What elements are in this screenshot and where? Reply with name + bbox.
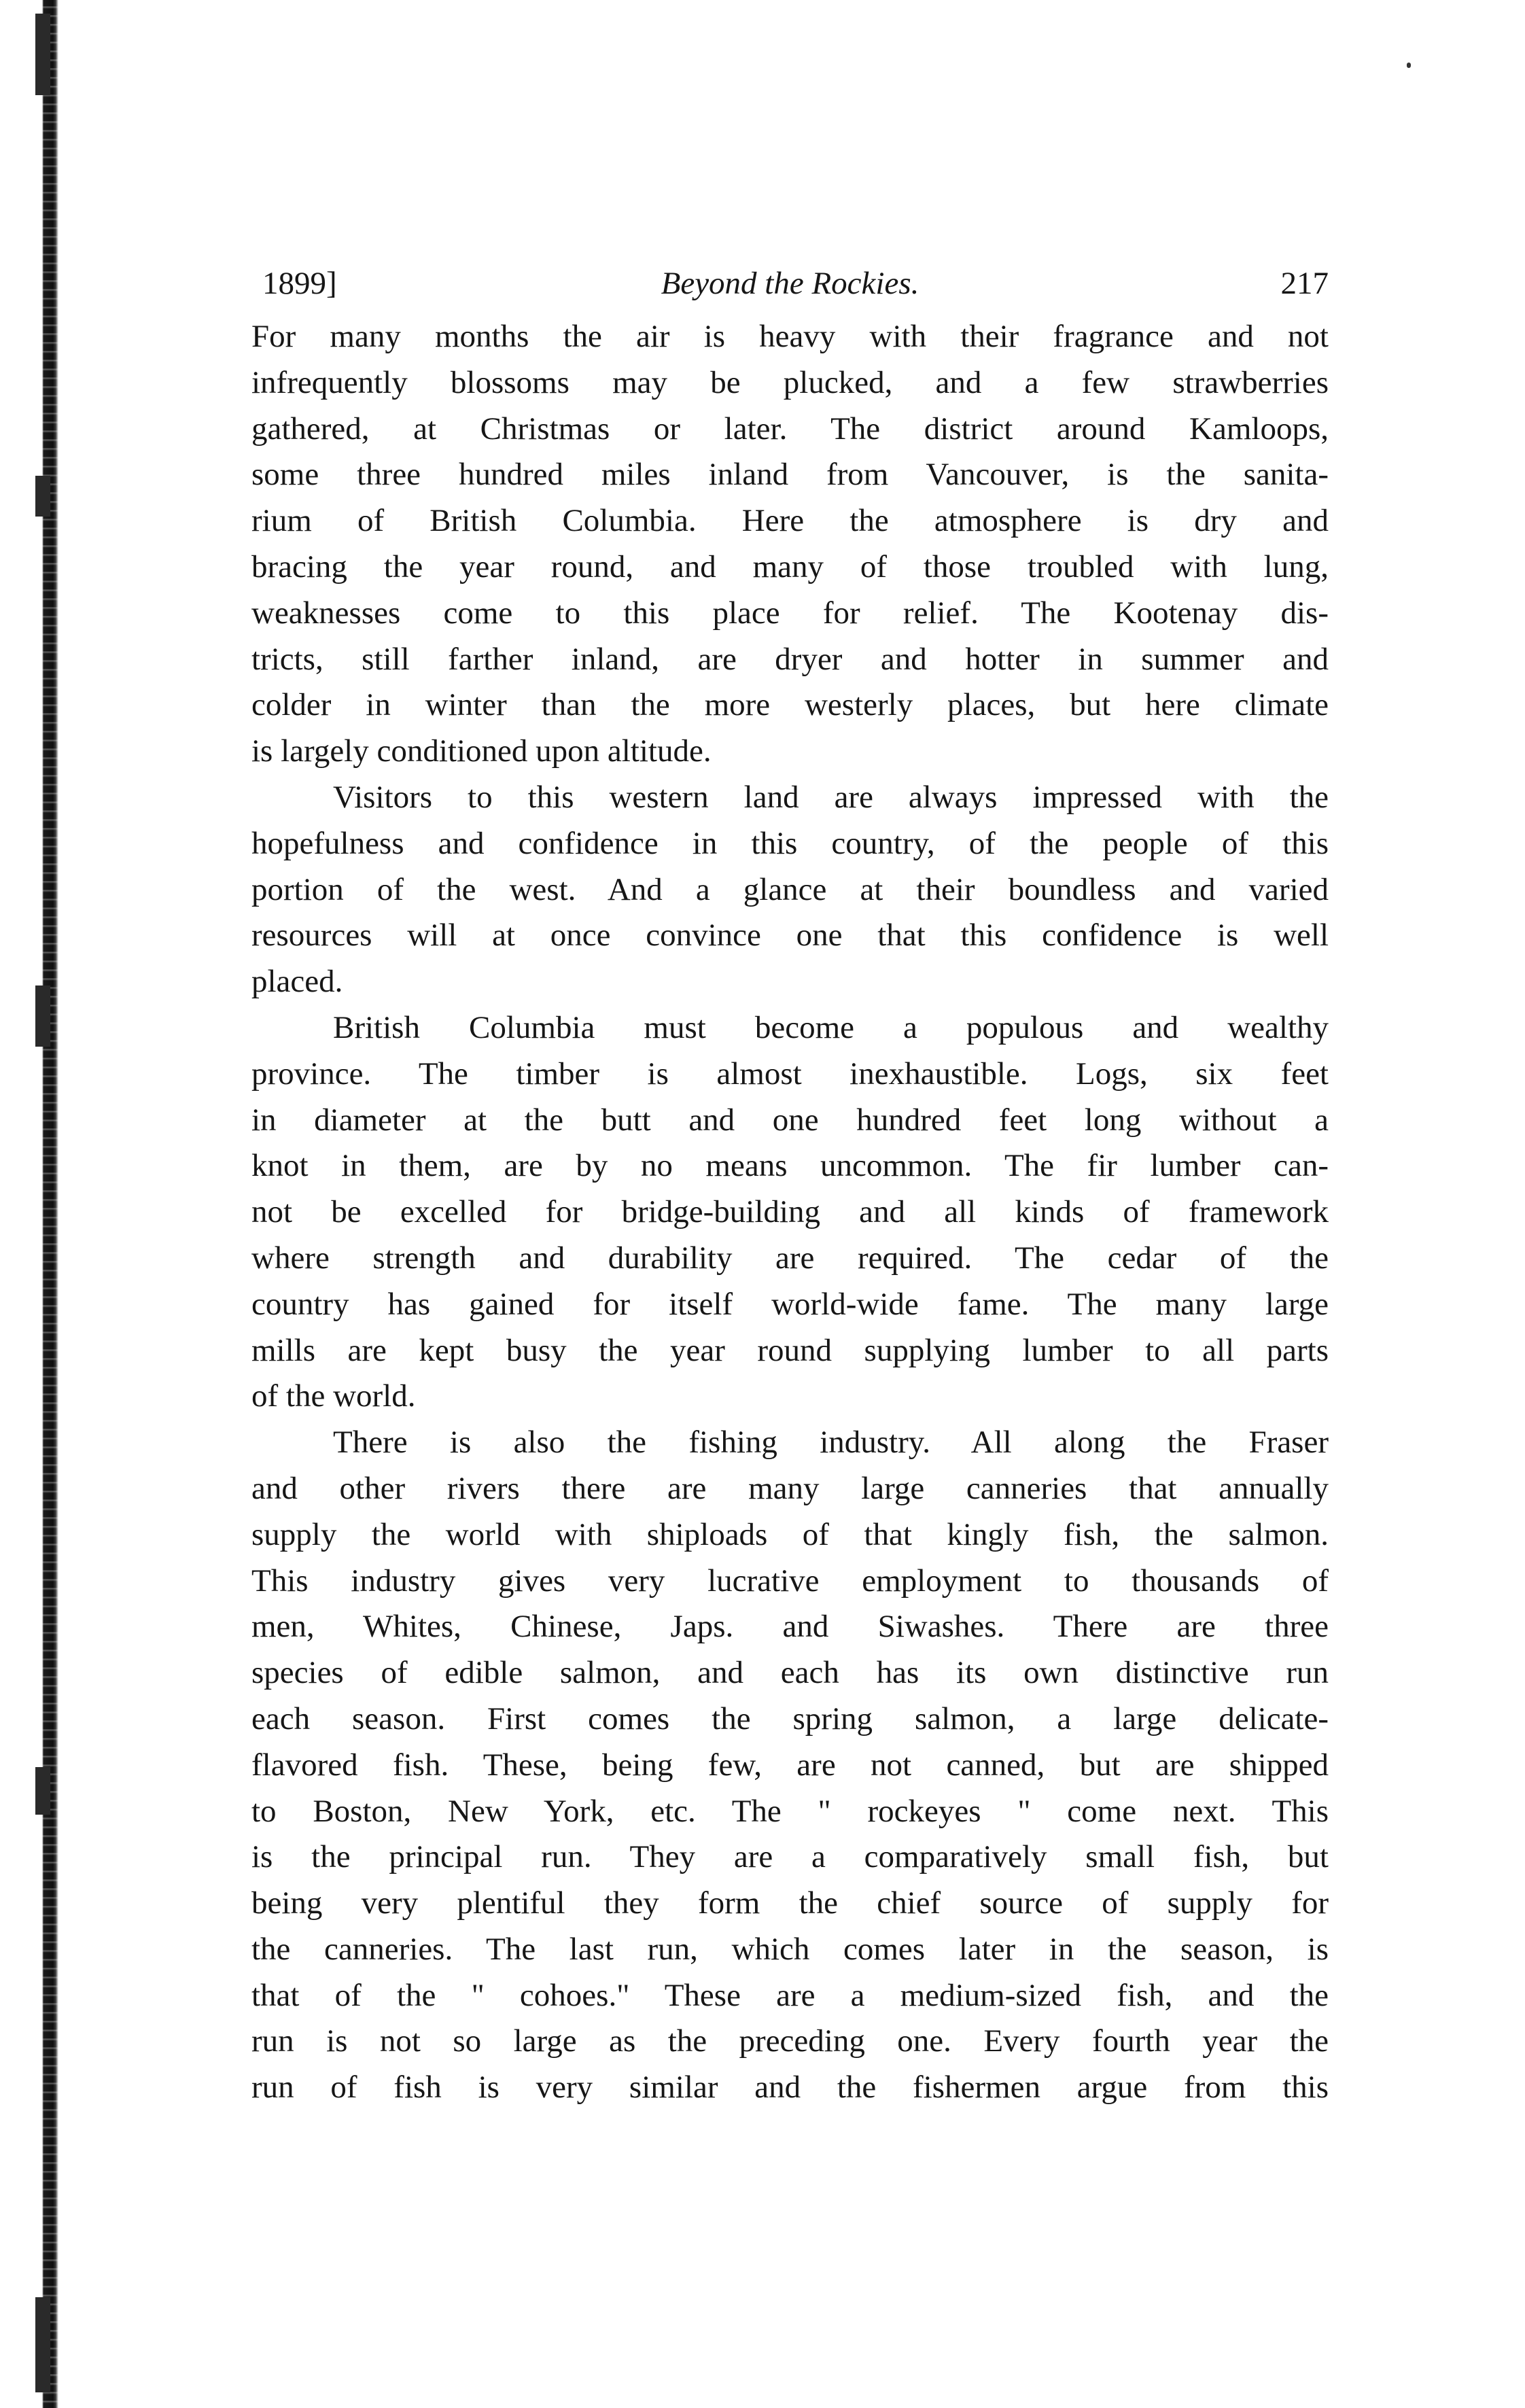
text-line: is largely conditioned upon altitude. [251, 733, 712, 769]
text-line: resources will at once convince one that this confidence is well [251, 918, 1329, 954]
page-number: 217 [1280, 266, 1329, 301]
text-line: province. The timber is almost inexhaustible. Logs, six feet [251, 1055, 1329, 1092]
page-speck [1407, 63, 1411, 68]
paragraph [251, 1005, 1329, 1420]
binding-speck [35, 14, 50, 95]
text-line: knot in them, are by no means uncommon. The fir lumber can- [251, 1148, 1329, 1184]
text-line: colder in winter than the more westerly places, but here climate [251, 687, 1329, 723]
text-line: portion of the west. And a glance at their boundless and varied [251, 871, 1329, 907]
text-line: hopefulness and confidence in this country, of the people of this [251, 825, 1329, 861]
text-line: There is also the fishing industry. All along the Fraser [333, 1425, 1329, 1461]
text-line: species of edible salmon, and each has its own distinctive run [251, 1655, 1329, 1691]
binding-speck [35, 985, 50, 1047]
text-line: This industry gives very lucrative employment to thousands of [251, 1563, 1329, 1599]
text-line: of the world. [251, 1378, 416, 1414]
text-line: in diameter at the butt and one hundred feet long without a [251, 1102, 1329, 1138]
text-line: to Boston, New York, etc. The " rockeyes " come next. This [251, 1793, 1329, 1829]
text-line: not be excelled for bridge-building and all kinds of framework [251, 1194, 1329, 1230]
text-line: run of fish is very similar and the fishermen argue from this [251, 2070, 1329, 2106]
text-line: Visitors to this western land are always impressed with the [333, 779, 1329, 815]
text-line: and other rivers there are many large canneries that annually [251, 1470, 1329, 1506]
page-text [251, 253, 1329, 2111]
running-head-title: Beyond the Rockies. [661, 266, 919, 301]
text-line: each season. First comes the spring salmon, a large delicate- [251, 1700, 1329, 1737]
text-line: is the principal run. They are a comparatively small fish, but [251, 1839, 1329, 1875]
text-line: men, Whites, Chinese, Japs. and Siwashes. There are three [251, 1609, 1329, 1645]
paragraph [251, 1420, 1329, 2111]
text-line: the canneries. The last run, which comes later in the season, is [251, 1931, 1329, 1967]
binding-edge [0, 0, 58, 2408]
text-line: country has gained for itself world-wide fame. The many large [251, 1286, 1329, 1322]
text-line: mills are kept busy the year round supplying lumber to all parts [251, 1332, 1329, 1368]
text-line: being very plentiful they form the chief source of supply for [251, 1885, 1329, 1921]
text-line: For many months the air is heavy with their fragrance and not [251, 319, 1329, 354]
text-line: gathered, at Christmas or later. The district around Kamloops, [251, 411, 1329, 447]
text-line: tricts, still farther inland, are dryer and hotter in summer and [251, 641, 1329, 677]
paragraph [251, 314, 1329, 775]
paragraph [251, 775, 1329, 1005]
text-line: British Columbia must become a populous and wealthy [333, 1009, 1329, 1045]
body-text [251, 314, 1329, 2111]
binding-speck [35, 476, 50, 517]
text-line: that of the " cohoes." These are a medium-sized fish, and the [251, 1977, 1329, 2013]
text-line: placed. [251, 964, 343, 1000]
running-head-year: 1899] [262, 266, 337, 301]
text-line: infrequently blossoms may be plucked, and a few strawberries [251, 364, 1329, 400]
running-head [251, 253, 1329, 314]
text-line: weaknesses come to this place for relief. The Kootenay dis- [251, 595, 1329, 631]
binding-speck [35, 2297, 50, 2392]
text-line: run is not so large as the preceding one. Every fourth year the [251, 2023, 1329, 2059]
text-line: rium of British Columbia. Here the atmosphere is dry and [251, 503, 1329, 539]
text-line: where strength and durability are required. The cedar of the [251, 1240, 1329, 1276]
text-line: bracing the year round, and many of those troubled with lung, [251, 548, 1329, 584]
binding-speck [35, 1767, 50, 1815]
text-line: supply the world with shiploads of that kingly fish, the salmon. [251, 1516, 1329, 1552]
text-line: flavored fish. These, being few, are not canned, but are shipped [251, 1747, 1329, 1783]
text-line: some three hundred miles inland from Vancouver, is the sanita- [251, 457, 1329, 493]
